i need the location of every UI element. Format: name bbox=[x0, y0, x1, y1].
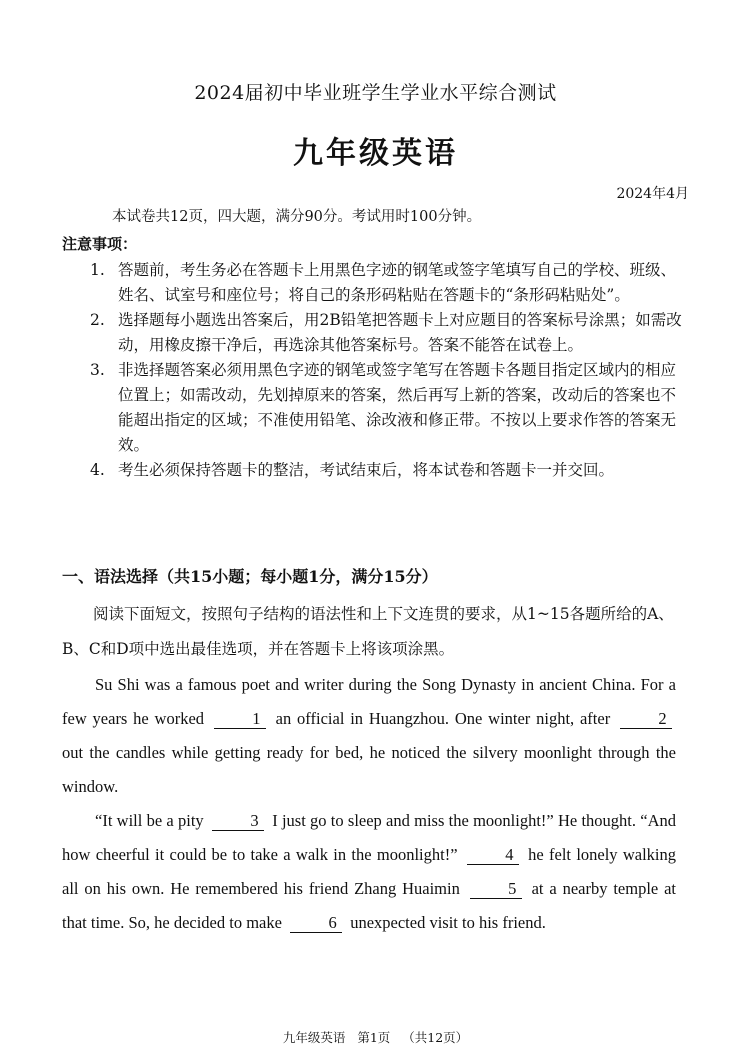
section-heading: 一、语法选择（共15小题；每小题1分，满分15分） bbox=[62, 567, 438, 586]
notice-text: 答题前，考生务必在答题卡上用黑色字迹的钢笔或签字笔填写自己的学校、班级、姓名、试室号和座位号；将自己的条形码粘贴在答题卡的“条形码粘贴处”。 bbox=[118, 261, 677, 304]
section-instruction: 阅读下面短文，按照句子结构的语法性和上下文连贯的要求，从1~15各题所给的A、B、C和D项中选出最佳选项，并在答题卡上将该项涂黑。 bbox=[62, 605, 674, 658]
answer-blank: 1 bbox=[214, 710, 266, 729]
passage-text: “It will be a pity bbox=[95, 811, 204, 830]
notice-text: 选择题每小题选出答案后，用2B铅笔把答题卡上对应题目的答案标号涂黑；如需改动，用橡皮擦干净后，再选涂其他答案标号。答案不能答在试卷上。 bbox=[118, 311, 682, 354]
notice-item bbox=[90, 358, 690, 458]
notice-list bbox=[90, 258, 690, 483]
answer-blank: 4 bbox=[467, 846, 519, 865]
notice-item bbox=[90, 458, 690, 483]
notice-text: 非选择题答案必须用黑色字迹的钢笔或签字笔写在答题卡各题目指定区域内的相应位置上；如需改动，先划掉原来的答案，然后再写上新的答案，改动后的答案也不能超出指定的区域；不准使用铅笔、涂改液和修正带。不按以上要求作答的答案无效。 bbox=[118, 361, 677, 454]
notice-text: 考生必须保持答题卡的整洁，考试结束后，将本试卷和答题卡一并交回。 bbox=[118, 461, 615, 479]
passage-paragraph bbox=[62, 804, 676, 940]
passage-text: out the candles while getting ready for bed, he noticed the silvery moonlight through the window. bbox=[62, 743, 676, 796]
answer-blank: 5 bbox=[470, 880, 522, 899]
notice-number: 1. bbox=[90, 261, 105, 279]
exam-summary: 本试卷共12页，四大题，满分90分。考试用时100分钟。 bbox=[112, 209, 482, 225]
notice-number: 4. bbox=[90, 461, 105, 479]
passage-text: I just go to sleep and miss the moonlight!” He thought. “And how cheerful it could be to take a walk in the moonlight!” bbox=[62, 811, 677, 864]
passage-text: an official in Huangzhou. One winter night, after bbox=[275, 709, 611, 728]
notice-number: 3. bbox=[90, 361, 105, 379]
footer-total-pages: （共12页） bbox=[402, 1030, 469, 1045]
answer-blank: 3 bbox=[212, 812, 264, 831]
passage-text: at a nearby temple at that time. So, he decided to make bbox=[62, 879, 677, 932]
answer-blank: 2 bbox=[620, 710, 672, 729]
answer-blank: 6 bbox=[290, 914, 342, 933]
exam-title: 2024届初中毕业班学生学业水平综合测试 bbox=[194, 82, 557, 104]
subject-title: 九年级英语 bbox=[293, 136, 458, 171]
reading-passage bbox=[62, 668, 676, 940]
notice-number: 2. bbox=[90, 311, 105, 329]
passage-text: Su Shi was a famous poet and writer during the Song Dynasty in ancient China. For a few years he worked bbox=[62, 675, 676, 728]
notice-item bbox=[90, 258, 690, 308]
exam-date: 2024年4月 bbox=[616, 186, 689, 202]
notice-heading: 注意事项： bbox=[62, 235, 138, 253]
notice-item bbox=[90, 308, 690, 358]
passage-text: unexpected visit to his friend. bbox=[350, 913, 546, 932]
page-footer bbox=[0, 1028, 751, 1046]
footer-page-number: 第1页 bbox=[357, 1030, 391, 1045]
footer-subject: 九年级英语 bbox=[282, 1030, 346, 1045]
passage-paragraph bbox=[62, 668, 676, 804]
passage-text: he felt lonely walking all on his own. He remembered his friend Zhang Huaimin bbox=[62, 845, 677, 898]
